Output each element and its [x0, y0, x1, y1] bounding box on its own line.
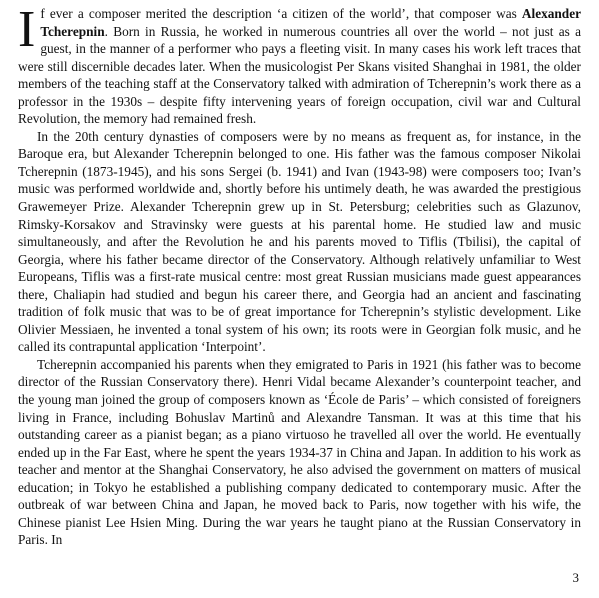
- drop-cap: I: [18, 1, 36, 58]
- intro-text-start: f ever a composer merited the description ‘a citizen of the world’, that composer was: [40, 6, 522, 21]
- page-number: 3: [572, 570, 579, 585]
- paragraph-intro: [18, 1, 581, 128]
- paragraph-dynasty: In the 20th century dynasties of composers were by no means as frequent as, for instance, in the Baroque era, but Alexander Tcherepnin belonged to one. His father was the famous composer Nikolai Tcherepnin (1873-1945), and his sons Sergei (b. 1941) and Ivan (1943-98) were composers too; Ivan’s music was performed worldwide and, shortly before his untimely death, he was awarded the prestigious Grawemeyer Prize. Alexander Tcherepnin grew up in St. Petersburg; celebrities such as Glazunov, Rimsky-Korsakov and Stravinsky were guests at his parental home. He studied law and music simultaneously, and after the Revolution he and his parents moved to Tiflis (Tbilisi), the capital of Georgia, where his father became director of the Conservatory. Although relatively unfamiliar to West Europeans, Tiflis was a first-rate musical centre: most great Russian musicians made guest appearances there, Chaliapin had studied and begun his career there, and Georgia had an ancient and fascinating tradition of folk music that was to be of great importance for Tcherepnin’s stylistic development. Like Olivier Messiaen, he invented a tonal system of his own; its roots were in Georgian folk music, and he called its contrapuntal application ‘Interpoint’.: [18, 128, 581, 355]
- paragraph-paris: Tcherepnin accompanied his parents when they emigrated to Paris in 1921 (his father was to become director of the Russian Conservatory there). Henri Vidal became Alexander’s counterpoint teacher, and the young man joined the group of composers known as ‘École de Paris’ – which consisted of foreigners living in France, including Bohuslav Martinů and Alexandre Tansman. It was at this time that his outstanding career as a pianist began; as a piano virtuoso he travelled all over the world. He eventually ended up in the Far East, where he spent the years 1934-37 in China and Japan. In addition to his work as teacher and mentor at the Shanghai Conservatory, he also advised the government on matters of musical education; in Tokyo he established a publishing company dedicated to contemporary music. After the outbreak of war between China and Japan, he moved back to Paris, now together with his wife, the Chinese pianist Lee Hsien Ming. During the war years he taught piano at the Russian Conservatory in Paris. In: [18, 356, 581, 548]
- intro-text-rest: . Born in Russia, he worked in numerous countries all over the world – not just as a guest, in the manner of a performer who pays a fleeting visit. In many cases his work left traces that were still discernible decades later. When the musicologist Per Skans visited Shanghai in 1981, the older members of the teaching staff at the Conservatory talked with admiration of Tcherepnin’s work there as a professor in the 1930s – despite fifty intervening years of foreign occupation, civil war and Cultural Revolution, the memory had remained fresh.: [18, 23, 581, 127]
- composer-name: Alexander Tcherepnin: [40, 6, 581, 39]
- booklet-page: [18, 1, 581, 549]
